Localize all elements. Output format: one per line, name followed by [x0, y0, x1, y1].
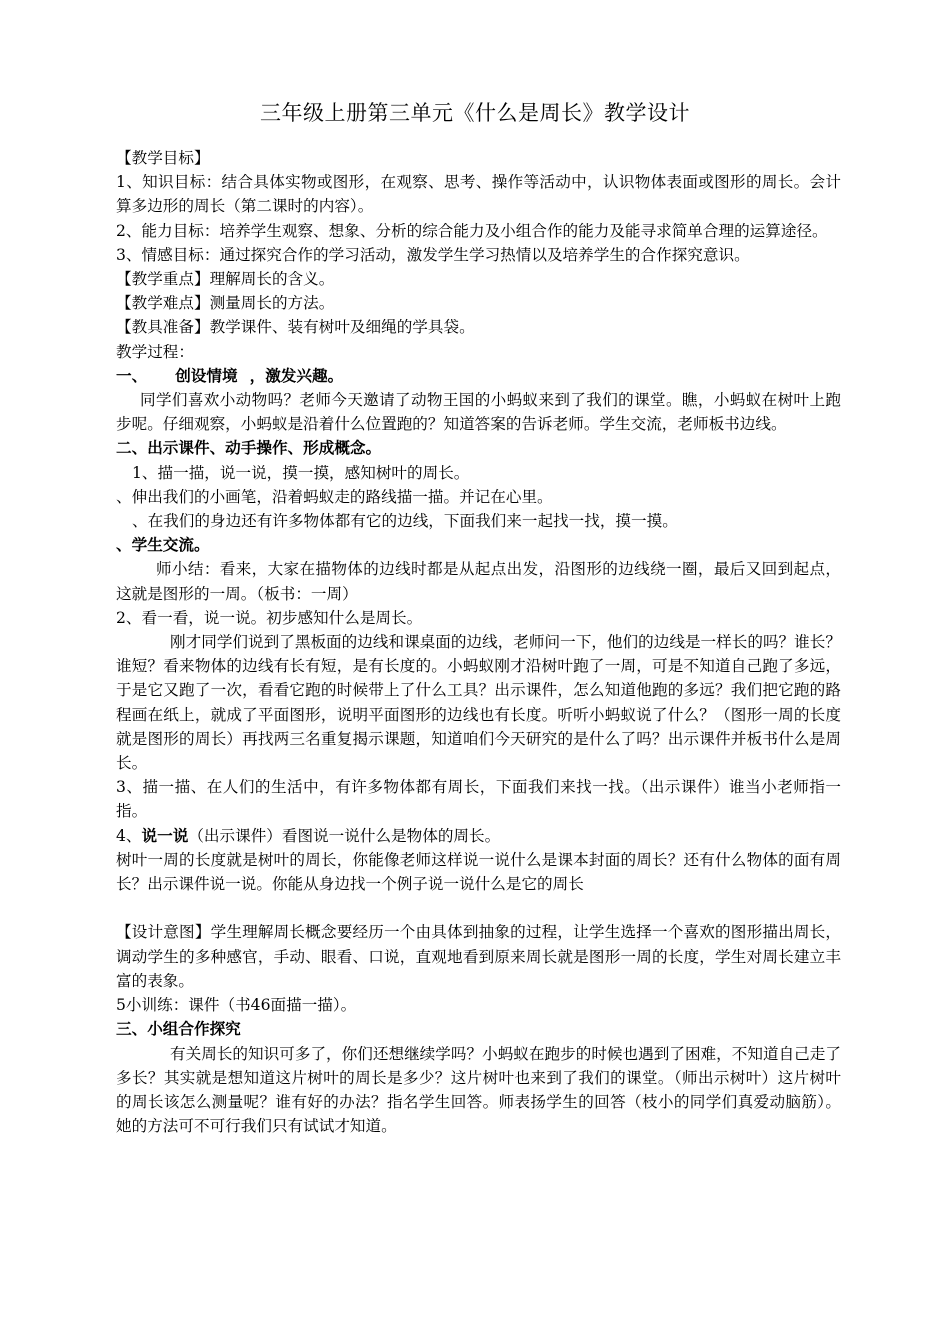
- section-2-item-4: 、学生交流。: [116, 535, 210, 555]
- tools-text: 教学课件、装有树叶及细绳的学具袋。: [209, 318, 475, 337]
- key-point-text: 理解周长的含义。: [209, 270, 335, 289]
- section-2-look-heading: 2、看一看，说一说。初步感知什么是周长。: [116, 608, 423, 627]
- section-3-heading: 三、小组合作探究: [116, 1019, 241, 1039]
- section-1-paragraph: 同学们喜欢小动物吗？老师今天邀请了动物王国的小蚂蚁来到了我们的课堂。瞧，小蚂蚁在树叶上跑步呢。仔细观察，小蚂蚁是沿着什么位置跑的？知道答案的告诉老师。学生交流，老师板书边线。: [116, 391, 841, 434]
- say-number: 4、: [116, 826, 142, 845]
- section-2-look-paragraph: 刚才同学们说到了黑板面的边线和课桌面的边线，老师问一下，他们的边线是一样长的吗？谁长？谁短？看来物体的边线有长有短，是有长度的。小蚂蚁刚才沿树叶跑了一周，可是不知道自己跑了多远，于是它又跑了一次，看看它跑的时候带上了什么工具？出示课件，怎么知道他跑的多远？我们把它跑的路程画在纸上，就成了平面图形，说明平面图形的边线也有长度。听听小蚂蚁说了什么？（图形一周的长度就是图形的周长）再找两三名重复揭示课题，知道咱们今天研究的是什么了吗？出示课件并板书什么是周长。: [116, 633, 841, 773]
- objective-knowledge: 1、知识目标：结合具体实物或图形，在观察、思考、操作等活动中，认识物体表面或图形的周长。会计算多边形的周长（第二课时的内容）。: [116, 173, 841, 216]
- process-heading: 教学过程：: [116, 342, 194, 361]
- section-2-say-paragraph: 树叶一周的长度就是树叶的周长，你能像老师这样说一说什么是课本封面的周长？还有什么物体的面有周长？出示课件说一说。你能从身边找一个例子说一说什么是它的周长: [116, 850, 841, 894]
- blank-line: [116, 896, 841, 920]
- section-2-heading: 二、出示课件、动手操作、形成概念。: [116, 438, 382, 458]
- section-3-paragraph: 有关周长的知识可多了，你们还想继续学吗？小蚂蚁在跑步的时候也遇到了困难，不知道自己走了多长？其实就是想知道这片树叶的周长是多少？这片树叶也来到了我们的课堂。（师出示树叶）这片树叶的周长该怎么测量呢？谁有好的办法？指名学生回答。师表扬学生的回答（枝小的同学们真爱动脑筋）。她的方法可不可行我们只有试试才知道。: [116, 1044, 841, 1136]
- section-1-title-a: 创设情境: [175, 365, 238, 385]
- practice: 5小训练：课件（书46面描一描）。: [116, 996, 357, 1015]
- key-point-label: 【教学重点】: [116, 270, 210, 289]
- document-body: [116, 146, 841, 1138]
- tools-label: 【教具准备】: [116, 318, 210, 337]
- key-point: [116, 267, 841, 291]
- say-rest: （出示课件）看图说一说什么是物体的周长。: [188, 826, 501, 845]
- section-2-trace: 3、描一描、在人们的生活中，有许多物体都有周长，下面我们来找一找。（出示课件）谁当小老师指一指。: [116, 778, 841, 821]
- difficulty-text: 测量周长的方法。: [209, 294, 335, 313]
- objective-ability: 2、能力目标：培养学生观察、想象、分析的综合能力及小组合作的能力及能寻求简单合理的运算途径。: [116, 221, 828, 240]
- design-intent: 【设计意图】学生理解周长概念要经历一个由具体到抽象的过程，让学生选择一个喜欢的图形描出周长，调动学生的多种感官，手动、眼看、口说，直观地看到原来周长就是图形一周的长度，学生对周长建立丰富的表象。: [116, 923, 841, 990]
- difficulty: [116, 291, 841, 315]
- section-1-number: 一、: [116, 365, 148, 385]
- objectives-heading: 【教学目标】: [116, 149, 210, 167]
- section-2-item-2: 、伸出我们的小画笔，沿着蚂蚁走的路线描一描。并记在心里。: [116, 487, 553, 506]
- section-2-summary: 师小结：看来，大家在描物体的边线时都是从起点出发，沿图形的边线绕一圈，最后又回到起点，这就是图形的一周。（板书：一周）: [116, 560, 841, 603]
- section-2-item-3: 、在我们的身边还有许多物体都有它的边线，下面我们来一起找一找，摸一摸。: [132, 512, 678, 531]
- document-title: 三年级上册第三单元《什么是周长》教学设计: [260, 101, 690, 125]
- objective-emotion: 3、情感目标：通过探究合作的学习活动，激发学生学习热情以及培养学生的合作探究意识。: [116, 245, 750, 264]
- section-1-heading: [116, 364, 841, 388]
- difficulty-label: 【教学难点】: [116, 294, 210, 313]
- teaching-tools: [116, 315, 841, 339]
- section-2-say-heading: [116, 824, 841, 848]
- section-1-title-b: ，激发兴趣。: [249, 365, 344, 385]
- section-2-item-1: 1、描一描，说一说，摸一摸，感知树叶的周长。: [132, 463, 470, 482]
- say-bold: 说一说: [141, 825, 189, 845]
